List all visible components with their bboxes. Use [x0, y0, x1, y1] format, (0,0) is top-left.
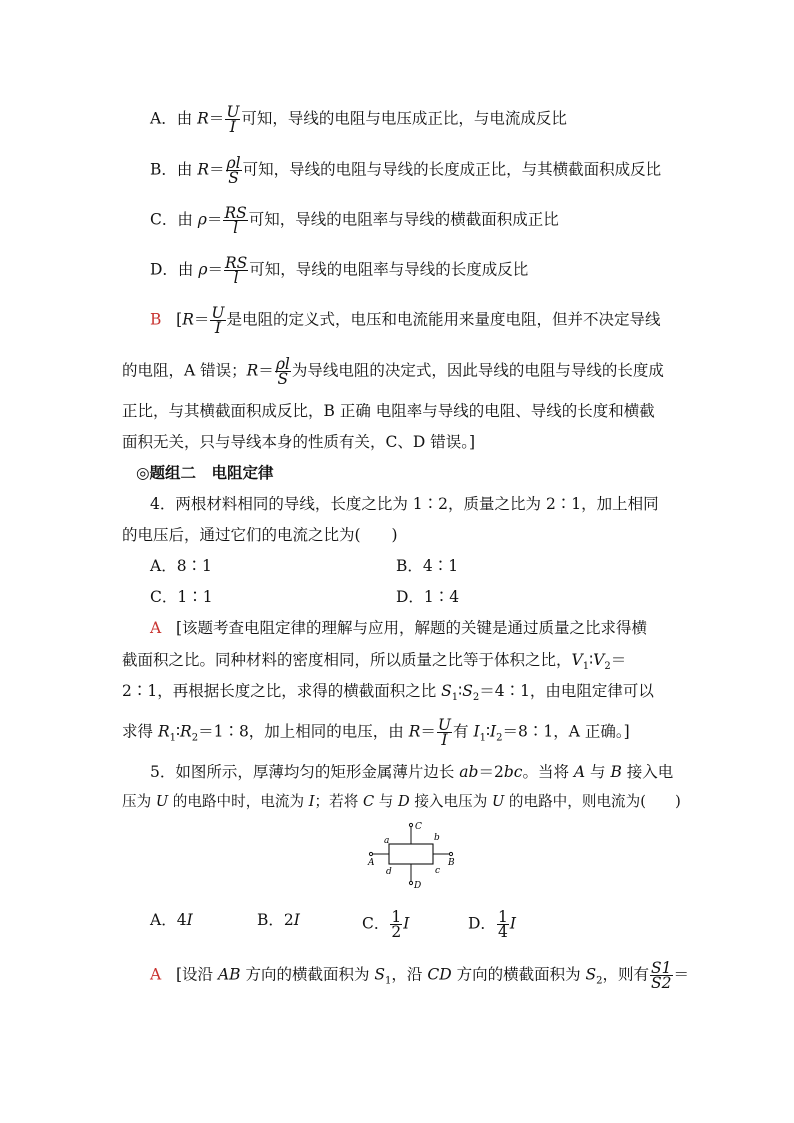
answer-label: A	[150, 965, 162, 984]
option-text: 可知，导线的电阻率与导线的横截面积成正比	[248, 210, 559, 229]
q5-explanation-line-1	[150, 961, 689, 992]
variable: I	[489, 722, 497, 741]
metal-sheet-figure	[362, 818, 462, 894]
variable: I	[186, 911, 193, 929]
q3-explanation-line-2	[122, 357, 664, 386]
q3-option-b	[150, 156, 661, 185]
variable: R	[182, 310, 194, 329]
denominator: S	[277, 370, 289, 388]
subscript: 1	[451, 692, 459, 704]
numerator: ρl	[275, 355, 290, 373]
label-a: a	[384, 836, 390, 846]
variable: I	[308, 793, 315, 810]
label-d: d	[386, 867, 392, 877]
variable: R	[197, 160, 209, 179]
option-text: 可知，导线的电阻率与导线的长度成反比	[249, 260, 529, 279]
subscript: 1	[582, 661, 590, 673]
denominator: S2	[651, 974, 672, 992]
variable: I	[473, 722, 480, 741]
text: [该题考查电阻定律的理解与应用，解题的关键是通过质量之比求得横	[175, 619, 648, 637]
option-prefix: A．由	[150, 109, 198, 128]
numerator: S1	[651, 959, 672, 977]
text: 接入电压为	[409, 793, 492, 810]
fraction	[497, 910, 509, 939]
equals: ＝	[209, 160, 225, 179]
numerator: 1	[391, 908, 402, 926]
q5-stem-line-1	[150, 762, 673, 782]
q5-option-d	[468, 910, 516, 939]
text: ＝	[610, 651, 627, 669]
denominator: 2	[391, 923, 402, 941]
equals: ＝	[420, 722, 436, 741]
denominator: 4	[497, 923, 508, 941]
variable: R	[197, 109, 209, 128]
text: 求得	[122, 722, 158, 741]
terminal-b	[449, 852, 452, 855]
terminal-a	[369, 852, 372, 855]
equals: ＝	[673, 965, 690, 984]
option-text: 可知，导线的电阻与导线的长度成正比，与其横截面积成反比	[242, 160, 662, 179]
text: ＝4∶1，由电阻定律可以	[479, 682, 654, 700]
text: B．2	[257, 911, 294, 929]
group-heading: ◎题组二 电阻定律	[136, 463, 274, 482]
label-D: D	[414, 881, 422, 891]
equals: ＝	[258, 361, 274, 380]
text: A．4	[150, 911, 187, 929]
label-c: c	[435, 866, 441, 876]
q3-explanation-line-3: 正比，与其横截面积成反比，B 正确 电阻率与导线的电阻、导线的长度和横截	[122, 402, 655, 420]
variable: U	[491, 793, 505, 810]
variable: AB	[217, 965, 241, 984]
variable: V	[593, 651, 605, 669]
q5-option-c	[362, 910, 409, 939]
q4-option-c: C．1∶1	[150, 588, 213, 606]
subscript: 2	[596, 975, 603, 987]
answer-label: A	[150, 619, 162, 637]
q4-explanation-line-4	[122, 718, 630, 749]
text: ＝1∶8，加上相同的电压，由	[198, 722, 409, 741]
fraction	[223, 206, 247, 235]
denominator: l	[233, 269, 239, 287]
fraction	[225, 105, 240, 134]
variable: S	[374, 965, 386, 984]
variable: A	[573, 763, 586, 781]
equals: ＝	[207, 260, 223, 279]
text: 2∶1，再根据长度之比，求得的横截面积之比	[122, 682, 442, 700]
variable: R	[180, 722, 192, 741]
text: 与	[374, 793, 398, 810]
variable: I	[509, 914, 516, 933]
option-text: 可知，导线的电阻与电压成正比，与电流成反比	[241, 109, 567, 128]
text: 的电阻，A 错误；	[122, 361, 247, 380]
variable: C	[362, 793, 375, 810]
q5-option-a	[150, 910, 193, 930]
q4-explanation-line-2	[122, 650, 626, 677]
variable: ρ	[197, 210, 207, 229]
q4-stem-line-2: 的电压后，通过它们的电流之比为( )	[122, 526, 398, 544]
subscript: 2	[604, 661, 611, 673]
label-C: C	[415, 822, 422, 832]
numerator: U	[226, 103, 240, 121]
subscript: 1	[479, 732, 486, 744]
subscript: 1	[169, 732, 176, 744]
q4-stem-line-1: 4．两根材料相同的导线，长度之比为 1∶2，质量之比为 2∶1，加上相同	[150, 495, 659, 513]
label-A: A	[368, 858, 375, 868]
terminal-c	[409, 823, 412, 826]
variable: bc	[503, 763, 523, 781]
q4-explanation-line-1	[150, 618, 647, 638]
text: 。当将	[522, 763, 574, 781]
q3-option-a	[150, 105, 567, 134]
q4-option-d: D．1∶4	[396, 588, 460, 606]
subscript: 2	[472, 692, 480, 704]
variable: R	[246, 361, 259, 380]
numerator: RS	[224, 204, 247, 222]
variable: ab	[459, 763, 479, 781]
text: ＝2	[478, 763, 504, 781]
text: D．	[468, 914, 496, 933]
variable: D	[398, 793, 410, 810]
q4-explanation-line-3	[122, 681, 654, 708]
text: 压为	[122, 793, 156, 810]
variable: S	[441, 682, 452, 700]
q4-option-b: B．4∶1	[396, 557, 459, 575]
text: ∶	[589, 651, 594, 669]
variable: I	[293, 911, 300, 929]
variable: R	[157, 722, 170, 741]
terminal-d	[409, 881, 412, 884]
text: 5．如图所示，厚薄均匀的矩形金属薄片边长	[150, 763, 460, 781]
option-prefix: C．由	[150, 210, 198, 229]
fraction	[275, 357, 291, 386]
variable: U	[155, 793, 169, 810]
variable: R	[408, 722, 421, 741]
variable: ρ	[198, 260, 208, 279]
fraction	[390, 910, 402, 939]
text: [	[176, 310, 183, 329]
numerator: ρl	[226, 154, 241, 172]
fraction	[226, 156, 242, 185]
text: 方向的横截面积为	[240, 965, 375, 984]
numerator: RS	[225, 254, 248, 272]
q3-option-d	[150, 256, 528, 285]
variable: B	[610, 763, 622, 781]
text: 的电路中时，电流为	[168, 793, 309, 810]
text: 与	[585, 763, 611, 781]
subscript: 1	[385, 975, 392, 987]
subscript: 2	[191, 732, 199, 744]
text: ，沿	[391, 965, 428, 984]
text: [设沿	[175, 965, 218, 984]
variable: S	[462, 682, 473, 700]
text: 为导线电阻的决定式，因此导线的电阻与导线的长度成	[291, 361, 664, 380]
numerator: U	[437, 716, 451, 734]
fraction	[210, 306, 225, 335]
numerator: U	[211, 304, 225, 322]
variable: I	[403, 914, 410, 933]
numerator: 1	[497, 908, 508, 926]
text: 接入电	[621, 763, 674, 781]
q4-option-a: A．8∶1	[150, 557, 212, 575]
metal-sheet	[389, 844, 433, 864]
variable: S	[585, 965, 597, 984]
fraction	[650, 961, 672, 990]
variable: CD	[427, 965, 452, 984]
equals: ＝	[206, 210, 223, 229]
q3-explanation-line-4: 面积无关，只与导线本身的性质有关，C、D 错误。]	[122, 433, 476, 451]
text: 有	[453, 722, 474, 741]
text: 是电阻的定义式，电压和电流能用来量度电阻，但并不决定导线	[226, 310, 661, 329]
denominator: l	[233, 219, 239, 237]
text: ∶	[485, 722, 490, 741]
variable: V	[571, 651, 583, 669]
option-prefix: D．由	[150, 260, 199, 279]
text: ＝8∶1，A 正确。]	[502, 722, 630, 741]
text: 的电路中，则电流为( )	[504, 793, 681, 810]
denominator: S	[228, 169, 239, 187]
label-B: B	[448, 858, 455, 868]
text: C．	[362, 914, 390, 933]
label-b: b	[434, 833, 440, 843]
q5-option-b	[257, 910, 300, 930]
q3-explanation-line-1	[150, 306, 661, 335]
option-prefix: B．由	[150, 160, 198, 179]
equals: ＝	[193, 310, 210, 329]
denominator: I	[214, 319, 222, 337]
denominator: I	[441, 731, 448, 749]
text: ∶	[175, 722, 181, 741]
text: ，则有	[602, 965, 650, 984]
text: 截面积之比。同种材料的密度相同，所以质量之比等于体积之比，	[122, 651, 572, 669]
answer-label: B	[150, 310, 162, 329]
text: 方向的横截面积为	[451, 965, 586, 984]
q3-option-c	[150, 206, 559, 235]
equals: ＝	[208, 109, 225, 128]
fraction	[224, 256, 248, 285]
text: ；若将	[314, 793, 363, 810]
text: ∶	[458, 682, 463, 700]
denominator: I	[229, 118, 236, 136]
fraction	[437, 718, 452, 747]
q5-stem-line-2	[122, 792, 681, 812]
subscript: 2	[496, 732, 503, 744]
